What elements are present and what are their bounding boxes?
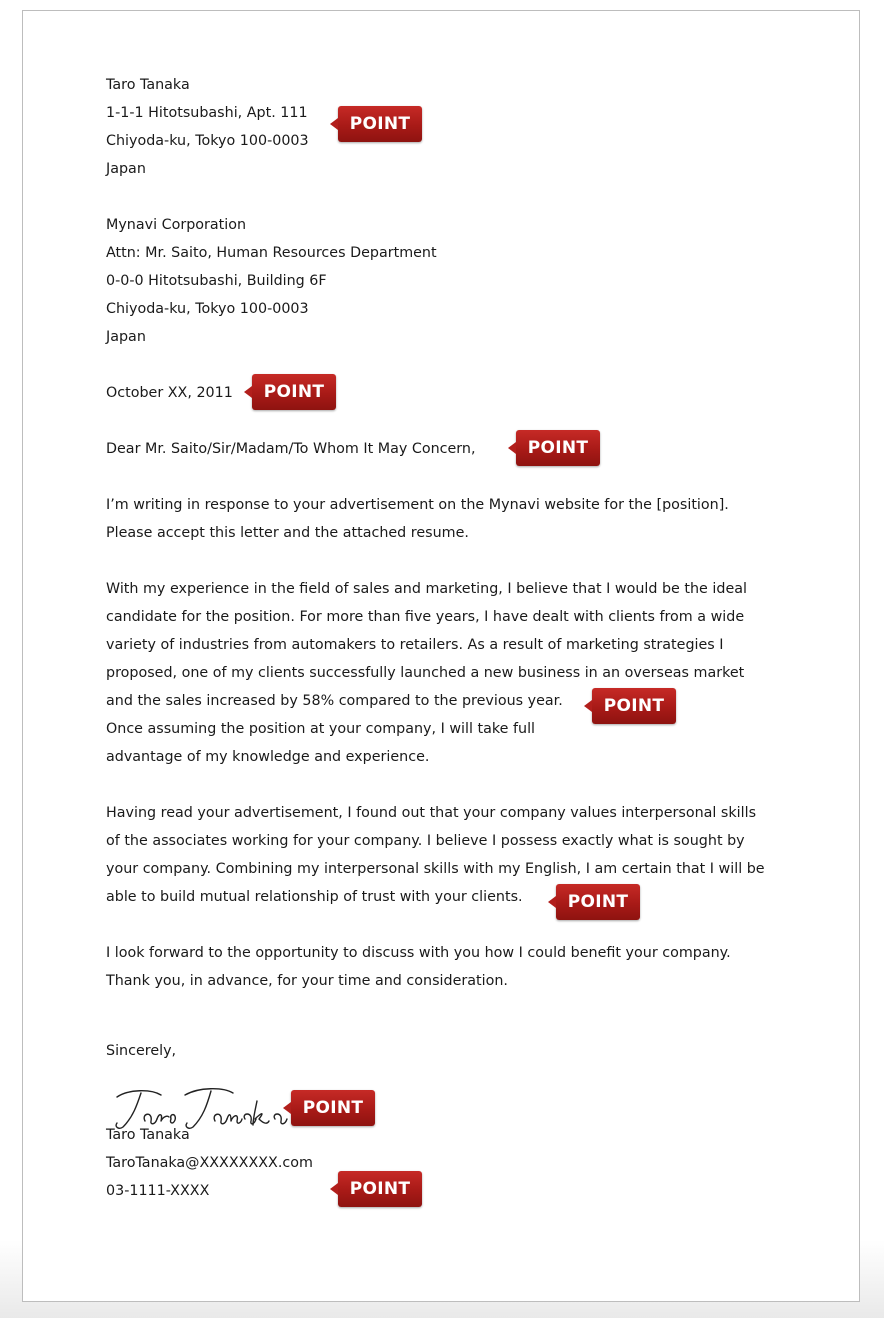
footer-email: TaroTanaka@XXXXXXXX.com	[106, 1155, 313, 1171]
recipient-company: Mynavi Corporation	[106, 217, 247, 233]
point-badge-signature: POINT	[291, 1090, 375, 1126]
point-badge-sender-address: POINT	[338, 106, 422, 142]
recipient-country: Japan	[106, 329, 146, 345]
paragraph-2-line: candidate for the position. For more than five years, I have dealt with clients from a wide	[106, 609, 745, 625]
recipient-attention: Attn: Mr. Saito, Human Resources Department	[106, 245, 437, 261]
paragraph-2-line: variety of industries from automakers to retailers. As a result of marketing strategies I	[106, 637, 724, 653]
paragraph-2-line: proposed, one of my clients successfully launched a new business in an overseas market	[106, 665, 745, 681]
letter-page	[22, 10, 860, 1302]
sender-country: Japan	[106, 161, 146, 177]
paragraph-2-line: and the sales increased by 58% compared to the previous year.	[106, 693, 563, 709]
paragraph-3-line: of the associates working for your company. I believe I possess exactly what is sought by	[106, 833, 745, 849]
sender-address-line-2: Chiyoda-ku, Tokyo 100-0003	[106, 133, 309, 149]
paragraph-4-line: I look forward to the opportunity to discuss with you how I could benefit your company.	[106, 945, 731, 961]
paragraph-3-line: Having read your advertisement, I found out that your company values interpersonal skills	[106, 805, 757, 821]
closing: Sincerely,	[106, 1043, 177, 1059]
paragraph-2-line: advantage of my knowledge and experience.	[106, 749, 430, 765]
paragraph-1-line: Please accept this letter and the attached resume.	[106, 525, 469, 541]
paragraph-4-line: Thank you, in advance, for your time and consideration.	[106, 973, 508, 989]
letter-date: October XX, 2011	[106, 385, 233, 401]
paragraph-1-line: I’m writing in response to your advertisement on the Mynavi website for the [position].	[106, 497, 729, 513]
sender-address-line-1: 1-1-1 Hitotsubashi, Apt. 111	[106, 105, 308, 121]
point-badge-paragraph-2: POINT	[592, 688, 676, 724]
point-badge-date: POINT	[252, 374, 336, 410]
point-badge-paragraph-3: POINT	[556, 884, 640, 920]
footer-phone: 03-1111-XXXX	[106, 1183, 210, 1199]
footer-name: Taro Tanaka	[106, 1127, 190, 1143]
recipient-address-line-1: 0-0-0 Hitotsubashi, Building 6F	[106, 273, 327, 289]
salutation: Dear Mr. Saito/Sir/Madam/To Whom It May Concern,	[106, 441, 476, 457]
paragraph-2-line: With my experience in the field of sales and marketing, I believe that I would be the ideal	[106, 581, 747, 597]
handwritten-signature	[111, 1083, 291, 1135]
sender-name: Taro Tanaka	[106, 77, 190, 93]
paragraph-3-line: your company. Combining my interpersonal skills with my English, I am certain that I will be	[106, 861, 765, 877]
letter-body	[106, 71, 806, 1205]
paragraph-3-line: able to build mutual relationship of trust with your clients.	[106, 889, 523, 905]
paragraph-2-line: Once assuming the position at your company, I will take full	[106, 721, 536, 737]
point-badge-salutation: POINT	[516, 430, 600, 466]
point-badge-contact: POINT	[338, 1171, 422, 1207]
recipient-address-line-2: Chiyoda-ku, Tokyo 100-0003	[106, 301, 309, 317]
